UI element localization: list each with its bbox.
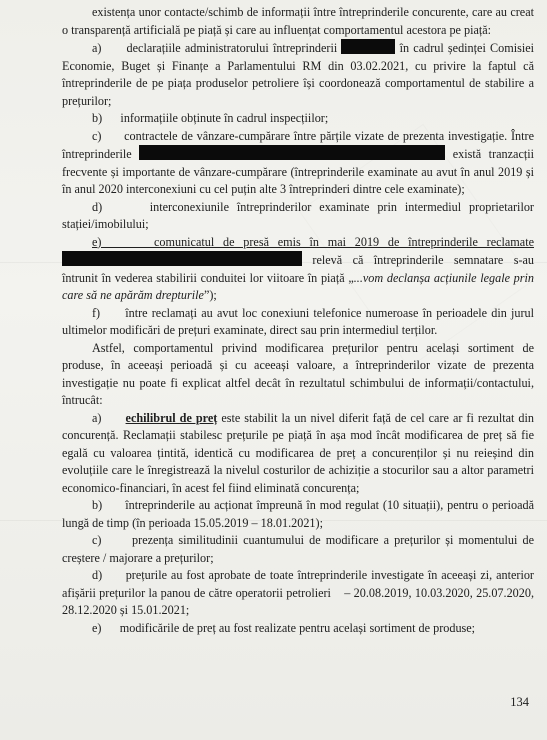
item-e-quote: ...vom declanșa acțiunile legale prin care să ne apărăm drepturile [62, 270, 534, 302]
item-c-text-start: c) contractele de vânzare-cumpărare între părțile vizate de prezenta investigație. Între întreprinderile [62, 128, 534, 161]
document-body [62, 4, 534, 637]
item-b-inspectii: b) informațiile obținute în cadrul inspecțiilor; [92, 111, 329, 125]
page-number: 134 [510, 695, 529, 709]
item-e-text-mid: relevă că întreprinderile semnatare s-au întrunit în vederea stabilirii conduitei lor viitoare în piață „ [62, 253, 535, 285]
point-a-letter: a) [92, 410, 126, 425]
point-e-sortiment: e) modificările de preț au fost realizate pentru același sortiment de produse; [92, 620, 476, 635]
redaction-block [341, 39, 395, 54]
item-a-declaratii [62, 39, 534, 110]
point-c-similitudine: c) prezența similitudinii cuantumului de modificare a prețurilor și momentului de creștere / majorare a prețurilor; [62, 533, 534, 565]
point-d-aprobate: d) prețurile au fost aprobate de toate întreprinderile investigate în aceeași zi, anterior afișării prețurilor la panou de către operatorii petrolieri – 20.08.2019, 10.03.2020, 25.07.2020, 28.12.2020 și 15.01.2021; [62, 568, 534, 617]
item-c-contracte [62, 128, 534, 199]
item-d-interconexiuni: d) interconexiunile întreprinderilor examinate prin intermediul proprietarilor stației/imobilului; [62, 199, 534, 231]
point-a-bold-term: echilibrul de preț [125, 410, 218, 425]
paragraph-astfel: Astfel, comportamentul privind modificarea prețurilor pentru același sortiment de produse, în aceeași perioadă și cu aceeași valoare, a întreprinderilor vizate de prezenta investigație nu poate fi explicat altfel decât în rezultatul schimbului de informații/contactului, întrucât: [62, 340, 534, 407]
item-e-comunicat [62, 234, 534, 305]
item-c-text-rest: există tranzacții frecvente și importante de vânzare-cumpărare (întreprinderile examinate au avut în anul 2019 și în anul 2020 interconexiuni cu cel puțin alte 3 întreprinderi dintre cele examinate); [62, 147, 535, 196]
item-e-text-end: ”); [203, 288, 217, 302]
item-a-text-start: a) declarațiile administratorului întreprinderii [92, 41, 338, 55]
redaction-block [62, 251, 302, 266]
item-e-text-start: e) comunicatul de presă emis în mai 2019 de întreprinderile reclamate [92, 234, 534, 249]
redaction-block [139, 145, 445, 160]
point-a-echilibru [62, 410, 534, 498]
point-a-text: este stabilit la un nivel diferit față de cel care ar fi rezultat din concurență. Reclamații stabilesc prețurile pe piață în așa mod încât modificarea de preț să fie egală cu valoarea țintită, identică cu modificarea de preț a concurenților și nu reieșind din evoluțiile care le înregistrează la nivelul costurilor de achiziție a stocurilor sau a altor parametri economico-financiari, în acest fel fiind eliminată concurența; [62, 410, 535, 495]
point-b-regulat: b) întreprinderile au acționat împreună în mod regulat (10 situații), pentru o perioadă lungă de timp (în perioada 15.05.2019 – 18.01.2021); [62, 498, 534, 530]
item-a-text-rest: în cadrul ședinței Comisiei Economie, Buget și Finanțe a Parlamentului RM din 03.02.2021, cu privire la faptul că întreprinderile de pe piața produselor petroliere își coordonează comportamentul de stabilire a prețurilor; [62, 41, 535, 108]
item-f-conexiuni: f) între reclamați au avut loc conexiuni telefonice numeroase în perioadele din jurul ultimelor modificări de prețuri examinate, direct sau prin intermediul terților. [62, 305, 534, 337]
paragraph-intro: existența unor contacte/schimb de informații între întreprinderile concurente, care au creat o transparență artificială pe piață și care au influențat comportamentul acestora pe piață: [62, 5, 534, 37]
